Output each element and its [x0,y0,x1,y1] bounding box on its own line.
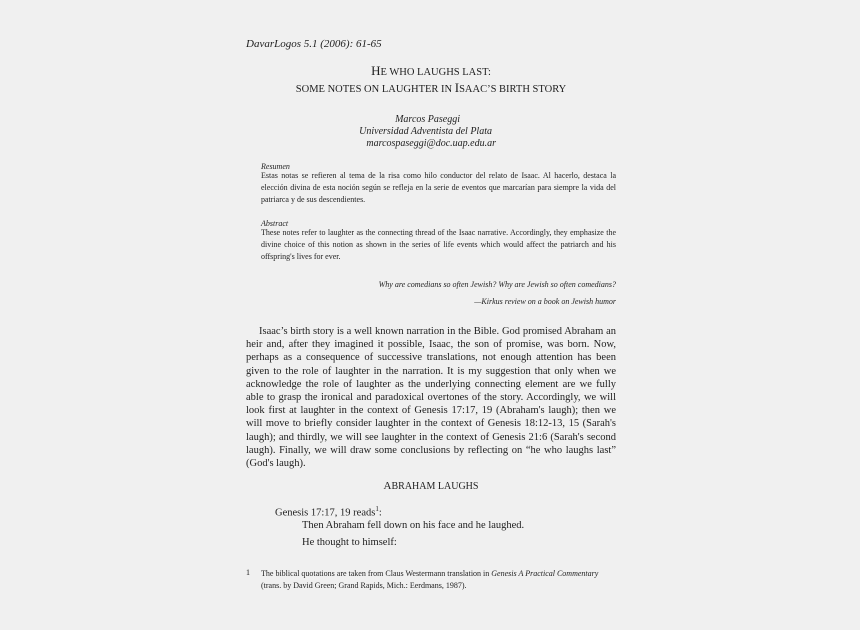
intro-paragraph: Isaac’s birth story is a well known narration in the Bible. God promised Abraham an heir and, after they imagined it possible, Isaac, the son of promise, was born. Now, perhaps as a consequence of successive translations, not enough attention has been given to the role of laughter in the narration. It is my suggestion that only when we acknowledge the role of laughter as the underlying connecting element are we fully able to grasp the ironical and paradoxical overtones of the story. Accordingly, we will look first at laughter in the context of Genesis 17:17, 19 (Abraham's laugh); then we will move to briefly consider laughter in the context of Genesis 18:12-13, 15 (Sarah's laugh); and thirdly, we will see laughter in the context of Genesis 21:6 (Sarah's second laugh). Finally, we will draw some conclusions by reflecting on “he who laughs last” (God's laugh). [246,326,616,470]
title-rest: E WHO LAUGHS LAST: [380,67,491,78]
footnote-mark: 1 [246,568,250,577]
section-rest: BRAHAM LAUGHS [391,481,479,492]
quote-line-1: Then Abraham fell down on his face and he laughed. [302,520,525,531]
section-heading [246,480,616,492]
abstract-heading: Abstract [261,219,289,228]
subtitle-part-c: SAAC’S BIRTH STORY [459,84,567,95]
author-email: marcospaseggi@doc.uap.edu.ar [366,138,496,149]
abstract-text: These notes refer to laughter as the connecting thread of the Isaac narrative. Accordingly, they emphasize the divine choice of this notion as shown in the series of life events which would affect the patriarch and his offspring's lives for ever. [261,228,616,261]
title-line-1 [246,63,616,79]
footnote-text [261,568,616,592]
title-line-2 [246,80,616,96]
subtitle-part-a: SOME NOTES ON LAUGHTER IN [295,84,455,95]
epigraph-source: —Kirkus review on a book on Jewish humor [474,297,616,306]
resumen-text: Estas notas se refieren al tema de la risa como hilo conductor del relato de Isaac. Al hacerlo, destaca la elección divina de esta noción según se refleja en la serie de eventos que marcarían para siempre la vida del patriarca y de sus descendientes. [261,171,616,204]
epigraph-quote: Why are comedians so often Jewish? Why are Jewish so often comedians? [378,280,616,289]
footnote-text-a: The biblical quotations are taken from Claus Westermann translation in [261,569,492,578]
subtitle-initial: I [454,80,460,95]
author-affiliation: Universidad Adventista del Plata [359,126,492,137]
quote-line-2: He thought to himself: [302,537,397,548]
footnote-text-b: (trans. by David Green; Grand Rapids, Mich.: Eerdmans, 1987). [261,581,467,590]
resumen-heading: Resumen [261,162,290,171]
quote-intro-colon: : [378,507,382,519]
quote-intro-text: Genesis 17:17, 19 reads [275,507,376,519]
title-initial: H [371,63,381,78]
journal-citation: DavarLogos 5.1 (2006): 61-65 [246,38,382,50]
author-name: Marcos Paseggi [395,114,460,125]
quote-intro [275,505,382,519]
footnote-ref[interactable]: 1 [375,505,379,513]
footnote-book-title: Genesis A Practical Commentary [491,569,599,578]
section-initial: A [383,480,392,492]
